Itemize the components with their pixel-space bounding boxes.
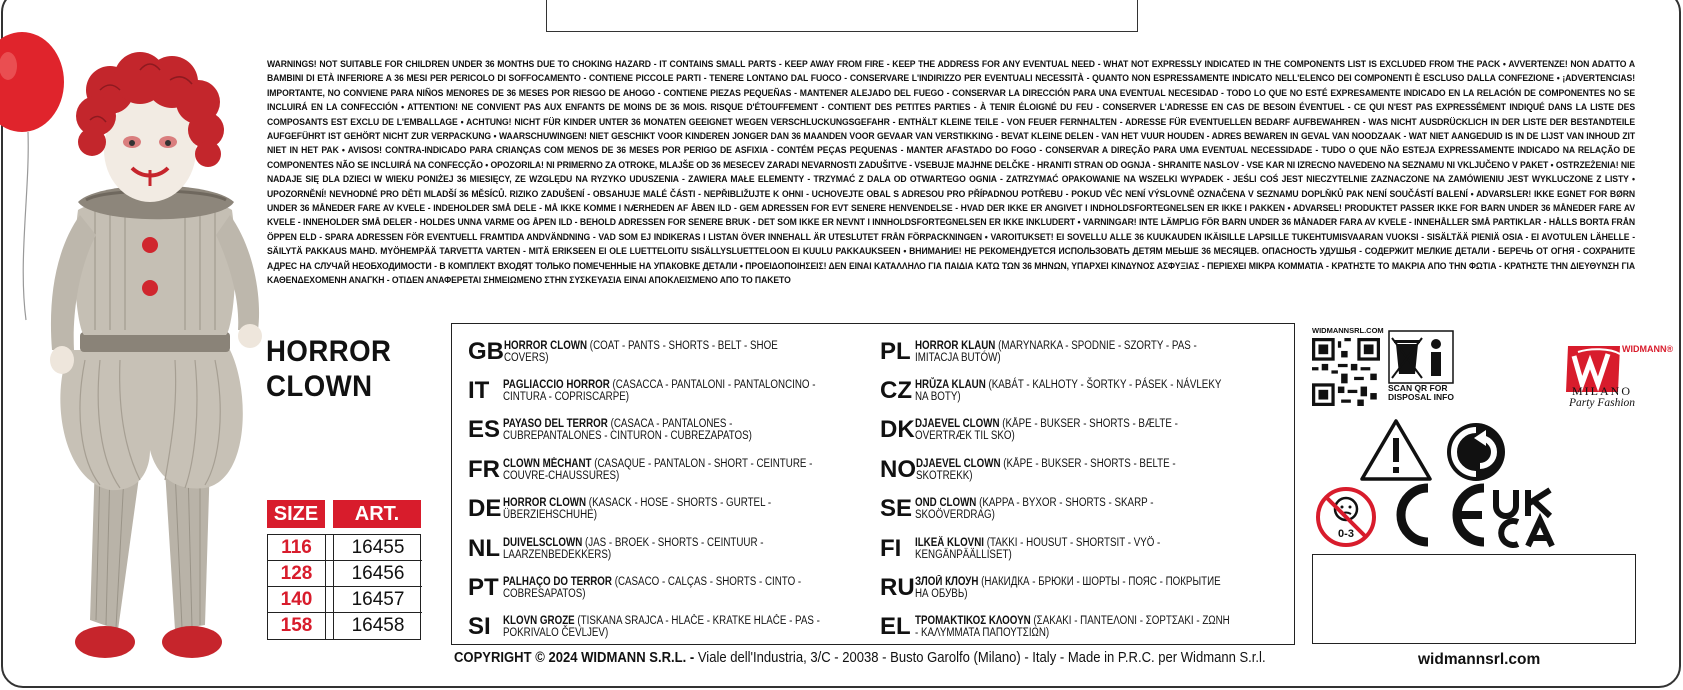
costume-contents: (CASAQUE - PANTALON - SHORT - CEINTURE - COUVRE-CHAUSSURES): [502, 457, 813, 482]
costume-contents: (JAS - BROEK - SHORTS - CEINTUUR - LAARZENBEDEKKERS): [502, 536, 764, 561]
language-entry: [468, 490, 878, 529]
costume-contents: (CASACA - PANTALONES - CUBREPANTALONES - CINTURON - CUBREZAPATOS): [502, 418, 752, 443]
language-entry: [468, 529, 878, 568]
language-entry: [880, 529, 1290, 568]
crossed-bin-info-icon: [1388, 330, 1454, 384]
costume-contents: (KASACK - HOSE - SHORTS - GÜRTEL - ÜBERZIEHSCHUHE): [502, 497, 772, 522]
size-value: 128: [268, 561, 326, 587]
language-code: SE: [880, 495, 913, 523]
size-rows: [267, 534, 421, 640]
costume-contents: (CASACO - CALÇAS - SHORTS - CINTO - COBRESAPATOS): [502, 576, 802, 601]
language-entry: [468, 411, 878, 450]
language-entry: [468, 568, 878, 607]
warning-triangle-icon: [1360, 418, 1432, 482]
language-description: [504, 340, 822, 364]
safety-warnings-text: WARNINGS! NOT SUITABLE FOR CHILDREN UNDER 36 MONTHS DUE TO CHOKING HAZARD - IT CONTAINS SMALL PARTS - KEEP AWAY FROM FIRE - KEEP THE ADDRESS FOR ANY EVENTUAL NEED - WHAT NOT EXPRESSLY INDICATED IN THE COMPONENTS LIST IS EXCLUDED FROM THE PACK • AVVERTENZE! NON ADATTO A BAMBINI DI ETÀ INFERIORE A 36 MESI PER PERICOLO DI SOFFOCAMENTO - CONTIENE PICCOLE PARTI - TENERE LONTANO DAL FUOCO - CONSERVARE L'INDIRIZZO PER EVENTUALI NECESSITÀ - QUANTO NON ESPRESSAMENTE INDICATO NELL'ELENCO DEI COMPONENTI È ESCLUSO DALLA CONFEZIONE • ¡ADVERTENCIAS! IMPORTANTE, NO CONVIENE PARA NIÑOS MENORES DE 36 MESES POR RIESGO DE AHOGO - CONTIENE PIEZAS PEQUEÑAS - MANTENER ALEJADO DEL FUEGO - CONSERVAR LA DIRECCIÓN PARA UNA EVENTUAL NECESIDAD - TODO LO QUE NO ESTÉ EXPRESAMENTE INDICADO EN LA RELACIÓN DE COMPONENTES NO SE INCLUIRÁ EN LA CONFECCIÓN • ATTENTION! NE CONVIENT PAS AUX ENFANTS DE MOINS DE 36 MOIS. RISQUE D'ÉTOUFFEMENT - CONTIENT DES PETITES PARTIES - À TENIR ÉLOIGNÉ DU FEU - CONSERVER L'ADRESSE EN CAS DE BESOIN ÉVENTUEL - CE QUI N'EST PAS EXPRESSÉMENT INDIQUÉ DANS LA LISTE DES COMPOSANTS EST EXCLU DE L'EMBALLAGE • ACHTUNG! NICHT FÜR KINDER UNTER 36 MONATEN GEEIGNET WEGEN VERSCHLUCKUNGSGEFAHR - ENTHÄLT KLEINE TEILE - VON FEUER FERNHALTEN - ADRESSE FÜR EVENTUELLEN BEDARF AUFBEWAHREN - WAS NICHT AUSDRÜCKLICH IN DER LISTE DER BESTANDTEILE AUFGEFÜHRT IST GEHÖRT NICHT ZUR VERPACKUNG • WAARSCHUWINGEN! NIET GESCHIKT VOOR KINDEREN JONGER DAN 36 MAANDEN VOOR GEVAAR VAN VERSTIKKING - BEVAT KLEINE DELEN - VAN HET VUUR HOUDEN - ADRES BEWAREN IN GEVAL VAN NOODZAAK - WAT NIET AANGEDUID IS IN DE LIJST VAN INHOUD ZIT NIET IN HET PAK • AVISOS! CONTRA-INDICADO PARA CRIANÇAS COM MENOS DE 36 MESES POR PERIGO DE ASFIXIA - CONTÉM PEÇAS PEQUENAS - MANTER AFASTADO DO FOGO - CONSERVAR A DIREÇÃO PARA UMA EVENTUAL NECESSIDADE - TUDO O QUE NÃO ESTEJA EXPRESSAMENTE INDICADO NA RELAÇÃO DE COMPONENTES NÃO SE INCLUIRÁ NA CONFECÇÃO • OPOZORILA! NI PRIMERNO ZA OTROKE, MLAJŠE OD 36 MESECEV ZARADI NEVARNOSTI ZADUŠITVE - VSEBUJE MAJHNE DELČKE - HRANITI STRAN OD OGNJA - SHRANITE NASLOV - VSE KAR NI IZRECNO NAVEDENO NA SEZNAMU NI VKLJUČENO V PAKET • OSTRZEŻENIA! NIE NADAJE SIĘ DLA DZIECI W WIEKU PONIŻEJ 36 MIESIĘCY, ZE WZGLĘDU NA RYZYKO UDUSZENIA - ZAWIERA MAŁE ELEMENTY - TRZYMAĆ Z DALA OD OTWARTEGO OGNIA - ZATRZYMAĆ OPAKOWANIE NA WSZELKI WYPADEK - JEŚLI COŚ JEST NIECZYTELNIE ZAZNACZONE NA ZAMÓWIENIU JEST WYKLUCZONE Z LISTY • UPOZORNĚNÍ! NEVHODNÉ PRO DĚTI MLADŠÍ 36 MĚSÍCŮ. RIZIKO ZADUŠENÍ - OBSAHUJE MALÉ ČÁSTI - NEPŘIBLIŽUJTE K OHNI - UCHOVEJTE OBAL S ADRESOU PRO PŘÍPADNOU POTŘEBU - POKUD VĚC NENÍ VÝSLOVNĚ OZNAČENA V SEZNAMU DOPLŇKŮ PAK NENÍ SOUČÁSTÍ BALENÍ • ADVARSLER! IKKE EGNET FOR BØRN UNDER 36 MÅNEDER FARE AV KVELE - INDEHOLDER SMÅ DELE - MÅ IKKE KOMME I NÆRHEDEN AF ÅBEN ILD - GEM ADRESSEN FOR EVT SENERE HENVENDELSE - HVAD DER IKKE ER ANGIVET I INDHOLDSFORTEGNELSEN ER IKKE I PAKKEN • ADVARSEL! PRODUKTET PASSER IKKE FOR BARN UNDER 36 MÅNEDER FARE AV KVELE - INNEHOLDER SMÅ DELER - HOLDES UNNA VARME OG ÅPEN ILD - BEHOLD ADRESSEN FOR SENERE BRUK - DET SOM IKKE ER NEVNT I INNHOLDSFORTEGNELSEN ER IKKE INKLUDERT • VARNINGAR! INTE LÄMPLIG FÖR BARN UNDER 36 MÅNADER FARA AV KVELE - INNEHÅLLER SMÅ PARTIKLAR - HÅLLS BORTA FRÅN ÖPPEN ELD - SPARA ADRESSEN FÖR EVENTUELL FRAMTIDA ANDVÄNDNING - VAD SOM EJ INDIKERAS I LISTAN ÖVER INNEHALL ÄR UTESLUTET FRÅN FÖRPACKNINGEN • VAROITUKSET! EI SOVELLU ALLE 36 KUUKAUDEN IKÄISILLE LAPSILLE TUKEHTUMISVAARAN VUOKSI - SISÄLTÄÄ PIENIÄ OSIA - EI AVOTULEN LÄHELLE - SÄILYTÄ PAKKAUS MAHD. MYÖHEMPÄÄ TARVETTA VARTEN - MITÄ ERIKSEEN EI OLE LUETTELOITU SISÄLLYSLUETTELOON EI KUULU PAKKAUKSEEN • ВНИМАНИЕ! НЕ РЕКОМЕНДУЕТСЯ ИСПОЛЬЗОВАТЬ ДЕТЯМ МЕЬШЕ 36 МЕСЯЦЕВ. ОПАСНОСТЬ УДУШЬЯ - СОДЕРЖИТ МЕЛКИЕ ДЕТАЛИ - БЕРЕЧЬ ОТ ОГНЯ - СОХРАНИТЕ АДРЕС НА СЛУЧАЙ НЕОБХОДИМОСТИ - В КОМПЛЕКТ ВХОДЯТ ТОЛЬКО ПОМЕЧЕННЫЕ НА УПАКОВКЕ ДЕТАЛИ • ΠΡΟΕΙΔΟΠΟΙΗΣΕΙΣ! ΔΕΝ ΕΙΝΑΙ ΚΑΤΑΛΛΗΛΟ ΓΙΑ ΠΑΙΔΙΑ ΚΑΤΩ ΤΩΝ 36 ΜΗΝΩΝ, ΥΠΑΡΧΕΙ ΚΙΝΔΥΝΟΣ ΑΣΦΥΞΙΑΣ - ΠΕΡΙΕΧΕΙ ΜΙΚΡΑ ΚΟΜΜΑΤΙΑ - ΚΡΑΤΗΣΤΕ ΤΟ ΜΑΚΡΙΑ ΑΠΟ ΤΗΝ ΦΩΤΙΑ - ΚΡΑΤΗΣΤΕ ΤΗΝ ΔΙΕΥΘΥΝΣΗ ΓΙΑ ΚΑΘΕΝΔΕΧΟΜΕΝΗ ΑΝΑΓΚΗ - ΟΤΙΔΕΝ ΑΝΑΦΕΡΕΤΑΙ ΣΗΜΕΙΩΜΕΝΟ ΣΤΗΝ ΣΥΣΚΕΥΑΣΙΑ ΕΙΝΑΙ ΑΠΟΚΛΕΙΣΜΕΝΟ ΑΠΟ ΤΟ ΠΑΚΕΤΟ: [267, 59, 1635, 287]
language-code: DE: [468, 495, 502, 523]
costume-name: HORROR CLOWN: [504, 339, 588, 352]
language-entry: [880, 450, 1290, 489]
costume-name: KLOVN GROZE: [502, 615, 575, 628]
costume-name: OND CLOWN: [914, 497, 977, 510]
logo-text: WIDMANN®: [1622, 344, 1674, 354]
size-value: 158: [268, 613, 326, 639]
language-description: [503, 497, 822, 521]
language-description: [915, 340, 1234, 364]
costume-contents: (CASACCA - PANTALONI - PANTALONCINO - CINTURA - COPRISCARPE): [502, 379, 816, 404]
scan-qr-label: SCAN QR FOR DISPOSAL INFO: [1388, 383, 1454, 402]
language-entry: [880, 332, 1290, 371]
costume-contents: (COAT - PANTS - SHORTS - BELT - SHOE COVERS): [504, 339, 778, 364]
qr-disposal-block: [1312, 322, 1454, 412]
copyright-company: COPYRIGHT © 2024 WIDMANN S.R.L. -: [454, 650, 695, 666]
costume-contents: (KAPPA - BYXOR - SHORTS - SKÄRP - SKOÖVERDRAG): [914, 497, 1154, 522]
language-entry: [468, 450, 878, 489]
language-entry: [880, 490, 1290, 529]
costume-name: ILKEÄ KLOVNI: [914, 536, 984, 549]
blank-label-box: [1312, 554, 1636, 644]
costume-name: HRŮZA KLAUN: [914, 379, 986, 392]
costume-name: PALHAÇO DO TERROR: [502, 576, 612, 589]
language-code: PT: [468, 574, 499, 602]
copyright-address: Viale dell'Industria, 3/C - 20038 - Busto Garolfo (Milano) - Italy - Made in P.R.C. per Widmann S.r.l.: [694, 650, 1266, 666]
costume-contents: (KABÁT - KALHOTY - ŠORTKY - PÁSEK - NÁVLEKY NA BOTY): [914, 379, 1222, 404]
qr-code: [1312, 338, 1380, 406]
language-description: [503, 458, 822, 482]
costume-name: HORROR CLOWN: [502, 497, 586, 510]
language-descriptions-box: [451, 323, 1295, 645]
balloon-icon: [0, 32, 64, 320]
language-description: [915, 418, 1234, 442]
language-code: FR: [468, 455, 500, 483]
size-value: 140: [268, 587, 326, 613]
costume-contents: (TAKKI - HOUSUT - SHORTSIT - VYÖ - KENGÄNPÄÄLLISET): [914, 536, 1161, 561]
costume-contents: (MARYNARKA - SPODNIE - SZORTY - PAS - IMITACJA BUTÓW): [914, 339, 1197, 364]
language-entry: [880, 371, 1290, 410]
costume-name: HORROR KLAUN: [914, 339, 996, 352]
language-description: [915, 615, 1234, 639]
ukca-mark: [1490, 486, 1570, 550]
language-column-left: [468, 332, 878, 647]
language-column-right: [880, 332, 1290, 647]
language-description: [915, 497, 1234, 521]
costume-contents: (KÅPE - BUKSER - SHORTS - BÆLTE - OVERTRÆK TIL SKO): [914, 418, 1178, 443]
language-entry: [880, 608, 1290, 647]
costume-name: PAGLIACCIO HORROR: [502, 379, 610, 392]
costume-name: CLOWN MÉCHANT: [502, 457, 592, 470]
size-article-table: [267, 500, 427, 640]
language-description: [503, 379, 822, 403]
language-code: GB: [468, 337, 504, 365]
age-mark-text: 0-3: [1338, 528, 1354, 540]
language-description: [503, 615, 822, 639]
language-code: CZ: [880, 377, 912, 405]
language-description: [915, 379, 1234, 403]
ce-mark: [1384, 480, 1492, 550]
language-code: EL: [880, 613, 911, 641]
costume-name: DUIVELSCLOWN: [502, 536, 583, 549]
language-description: [915, 576, 1234, 600]
costume-contents: (ΣΑΚΑΚΙ - ΠΑΝΤΕΛΟΝΙ - ΣΟΡΤΣΑΚΙ - ΖΩΝΗ - ΚΑΛΥΜΜΑΤΑ ΠΑΠΟΥΤΣΙΩΝ): [914, 615, 1230, 640]
recycle-green-dot-icon: [1444, 420, 1508, 484]
language-code: SI: [468, 613, 491, 641]
language-entry: [880, 568, 1290, 607]
language-entry: [468, 608, 878, 647]
top-window-box: [546, 0, 1138, 32]
size-value: 116: [268, 535, 326, 561]
costume-contents: (НАКИДКА - БРЮКИ - ШОРТЫ - ПОЯС - ПОКРЫТИЕ НА ОБУВЬ): [914, 576, 1221, 601]
costume-name: DJAEVEL CLOWN: [916, 457, 1001, 470]
size-row-spacer: [326, 561, 334, 587]
language-code: NO: [880, 455, 916, 483]
language-code: RU: [880, 574, 915, 602]
article-number: 16456: [334, 561, 422, 587]
costume-name: DJAEVEL CLOWN: [914, 418, 1000, 431]
language-description: [915, 537, 1234, 561]
language-code: FI: [880, 534, 902, 562]
article-number: 16458: [351, 615, 405, 636]
article-number: 16457: [334, 587, 422, 613]
language-code: ES: [468, 416, 501, 444]
language-entry: [468, 371, 878, 410]
language-entry: [880, 411, 1290, 450]
size-row-spacer: [326, 613, 334, 639]
logo-tagline: Party Fashion: [1568, 397, 1636, 409]
language-code: DK: [880, 416, 915, 444]
qr-url: WIDMANNSRL.COM: [1312, 326, 1384, 335]
costume-name: ΤΡΟΜΑΚΤΙΚΟΣ ΚΛΟΟΥΝ: [914, 615, 1031, 628]
article-number: 16455: [334, 535, 422, 561]
costume-contents: (KÅPE - BUKSER - SHORTS - BELTE - SKOTREKK): [916, 457, 1176, 482]
size-row-spacer: [326, 535, 334, 561]
website-link[interactable]: widmannsrl.com: [1418, 651, 1541, 668]
logo-city: MILANO: [1572, 384, 1632, 398]
language-description: [503, 537, 822, 561]
costume-name: PAYASO DEL TERROR: [502, 418, 608, 431]
language-description: [503, 418, 822, 442]
size-header: SIZE: [267, 500, 325, 528]
art-header: ART.: [333, 500, 421, 528]
language-code: NL: [468, 534, 500, 562]
costume-contents: (TISKANA SRAJCA - HLAČE - KRATKE HLAČE - PAS - POKRIVALO ČEVLJEV): [502, 615, 820, 640]
size-row-spacer: [326, 587, 334, 613]
not-for-under-3-icon: [1314, 485, 1378, 549]
copyright-line: [454, 650, 1266, 666]
language-entry: [468, 332, 878, 371]
product-title: HORROR CLOWN: [266, 335, 392, 403]
costume-name: ЗЛОЙ КЛОУН: [914, 576, 979, 589]
language-description: [503, 576, 822, 600]
language-code: PL: [880, 337, 911, 365]
language-code: IT: [468, 377, 490, 405]
language-description: [916, 458, 1234, 482]
